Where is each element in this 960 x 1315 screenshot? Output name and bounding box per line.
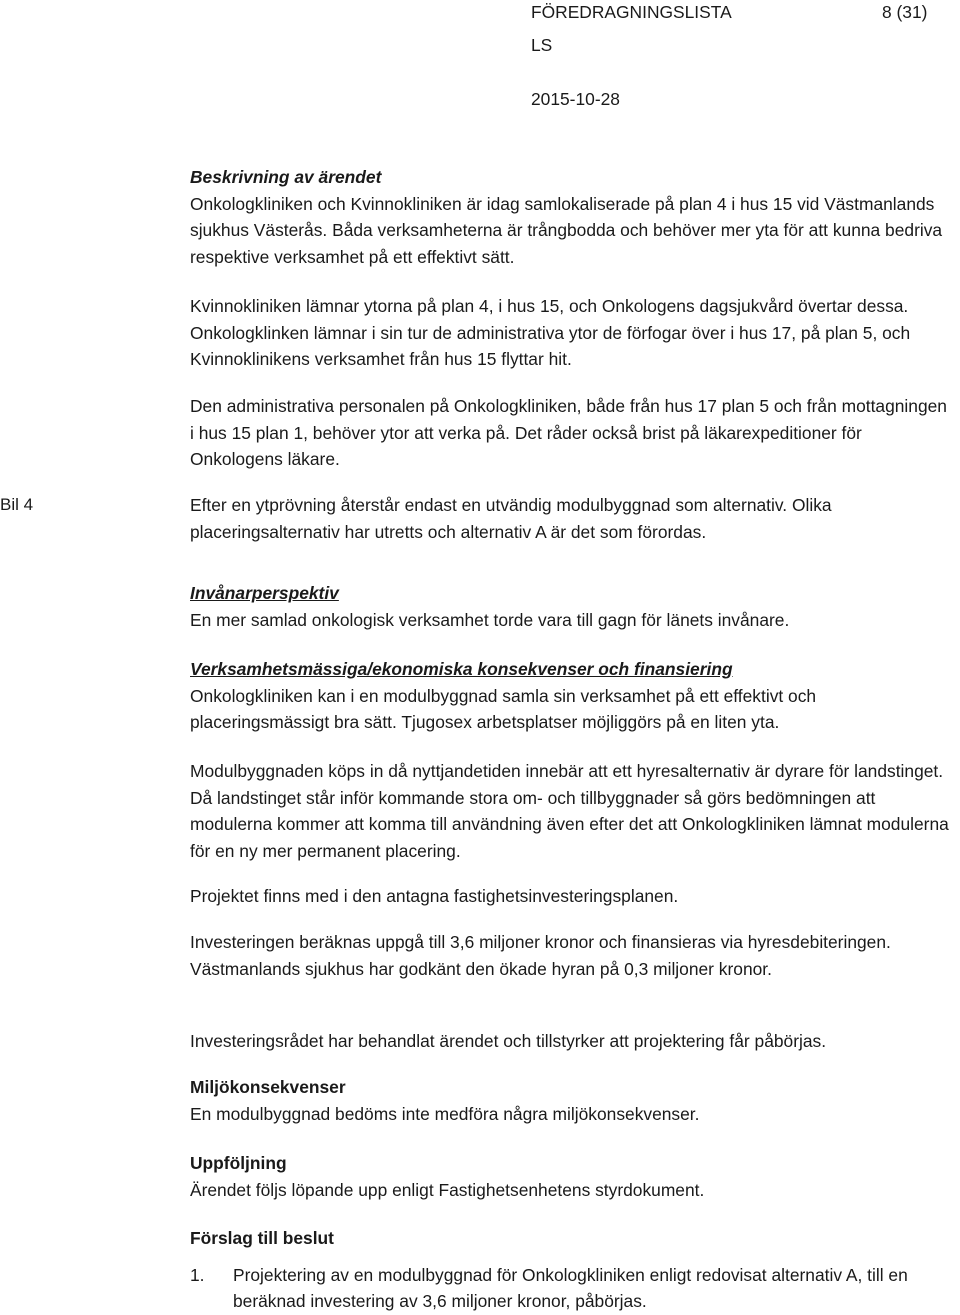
- section-forslag: [190, 1225, 950, 1315]
- document-date: 2015-10-28: [531, 89, 620, 109]
- paragraph: Ärendet följs löpande upp enligt Fastighetsenhetens styrdokument.: [190, 1179, 705, 1200]
- paragraph-block: [190, 758, 950, 864]
- page-number: 8 (31): [882, 2, 928, 22]
- paragraph: Projektet finns med i den antagna fastighetsinvesteringsplanen.: [190, 886, 679, 906]
- section-miljo: [190, 1074, 950, 1127]
- paragraph: Kvinnokliniken lämnar ytorna på plan 4, i hus 15, och Onkologens dagsjukvård övertar dessa. Onkologklinken lämnar i sin tur de administrativa ytor de förfogar över i hus 17, på plan 5, och Kvinnoklinikens verksamhet från hus 15 flyttar hit.: [190, 296, 911, 369]
- paragraph: Onkologkliniken och Kvinnokliniken är idag samlokaliserade på plan 4 i hus 15 vid Västmanlands sjukhus Västerås. Båda verksamheterna är trångbodda och behöver mer yta för att kunna bedriva respektive verksamhet på ett effektivt sätt.: [190, 193, 943, 267]
- list-number: 1.: [190, 1264, 205, 1285]
- section-heading: Verksamhetsmässiga/ekonomiska konsekvenser och finansiering: [190, 659, 733, 679]
- paragraph-block: [190, 492, 950, 545]
- document-title: FÖREDRAGNINGSLISTA: [531, 2, 732, 22]
- paragraph-block: [190, 883, 950, 910]
- paragraph-block: [190, 393, 950, 473]
- paragraph: En modulbyggnad bedöms inte medföra några miljökonsekvenser.: [190, 1103, 700, 1124]
- paragraph: Investeringsrådet har behandlat ärendet och tillstyrker att projektering får påbörjas.: [190, 1031, 827, 1051]
- section-heading: Miljökonsekvenser: [190, 1077, 346, 1097]
- section-uppfoljning: [190, 1150, 950, 1203]
- paragraph: Den administrativa personalen på Onkologkliniken, både från hus 17 plan 5 och från mottagningen i hus 15 plan 1, behöver ytor att verka på. Det råder också brist på läkarexpeditioner för Onkologens läkare.: [190, 396, 947, 469]
- paragraph: Efter en ytprövning återstår endast en utvändig modulbyggnad som alternativ. Olika placeringsalternativ har utretts och alternativ A är det som förordas.: [190, 495, 832, 542]
- paragraph-block: [190, 293, 950, 373]
- unit-code: LS: [531, 35, 553, 55]
- paragraph-block: [190, 929, 950, 982]
- section-heading: Invånarperspektiv: [190, 583, 339, 603]
- section-heading: Uppföljning: [190, 1153, 287, 1173]
- attachment-label: Bil 4: [0, 495, 34, 514]
- paragraph-block: [190, 1028, 950, 1055]
- section-verksamhet: [190, 656, 950, 736]
- list-item: [190, 1262, 950, 1315]
- paragraph: Onkologkliniken kan i en modulbyggnad samla sin verksamhet på ett effektivt och placeringsmässigt bra sätt. Tjugosex arbetsplatser möjliggörs på en liten yta.: [190, 685, 817, 732]
- section-invanarperspektiv: [190, 580, 950, 633]
- paragraph: En mer samlad onkologisk verksamhet torde vara till gagn för länets invånare.: [190, 609, 790, 630]
- paragraph: Investeringen beräknas uppgå till 3,6 miljoner kronor och finansieras via hyresdebiteringen. Västmanlands sjukhus har godkänt den ökade hyran på 0,3 miljoner kronor.: [190, 932, 891, 979]
- section-heading: Förslag till beslut: [190, 1228, 334, 1248]
- paragraph: Modulbyggnaden köps in då nyttjandetiden innebär att ett hyresalternativ är dyrare för landstinget. Då landstinget står inför kommande stora om- och tillbyggnader så görs bedömningen att modulerna kommer att komma till användning även efter det att Onkologkliniken lämnat modulerna för en ny mer permanent placering.: [190, 761, 949, 861]
- section-beskrivning: [190, 164, 950, 270]
- list-text: Projektering av en modulbyggnad för Onkologkliniken enligt redovisat alternativ A, till en beräknad investering av 3,6 miljoner kronor, påbörjas.: [233, 1264, 908, 1311]
- section-heading: Beskrivning av ärendet: [190, 167, 382, 187]
